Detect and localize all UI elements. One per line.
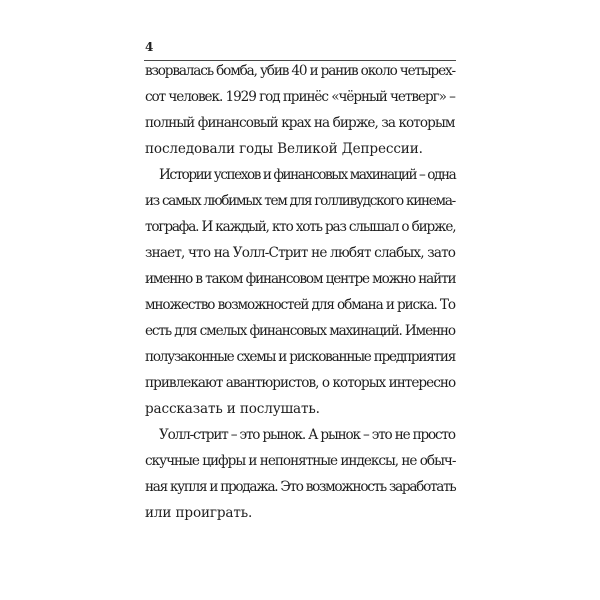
- text-line: полузаконные схемы и рискованные предприятия: [145, 349, 456, 365]
- text-line: знает, что на Уолл-Стрит не любят слабых, зато: [145, 245, 456, 261]
- text-line: тографа. И каждый, кто хоть раз слышал о бирже,: [145, 219, 456, 235]
- text-line: множество возможностей для обмана и риска. То: [145, 297, 455, 313]
- text-line: именно в таком финансовом центре можно найти: [145, 271, 456, 287]
- text-line: ная купля и продажа. Это возможность заработать: [145, 479, 456, 495]
- text-line: скучные цифры и непонятные индексы, не обыч-: [145, 453, 456, 469]
- text-line: привлекают авантюристов, о которых интересно: [145, 375, 456, 391]
- text-line: взорвалась бомба, убив 40 и ранив около четырех-: [145, 63, 455, 79]
- text-line: сот человек. 1929 год принёс «чёрный четверг» –: [145, 89, 455, 105]
- header-rule: [144, 60, 456, 61]
- text-line: полный финансовый крах на бирже, за которым: [145, 115, 455, 131]
- text-line: есть для смелых финансовых махинаций. Именно: [145, 323, 455, 339]
- text-line: последовали годы Великой Депрессии.: [145, 141, 423, 157]
- paragraph-start-line: Уолл-стрит – это рынок. А рынок – это не просто: [159, 427, 455, 443]
- text-line: или проиграть.: [145, 505, 253, 521]
- text-line: рассказать и послушать.: [145, 401, 320, 417]
- paragraph-start-line: Истории успехов и финансовых махинаций – одна: [159, 167, 456, 183]
- text-line: из самых любимых тем для голливудского кинема-: [145, 193, 455, 209]
- page-number: 4: [145, 40, 154, 54]
